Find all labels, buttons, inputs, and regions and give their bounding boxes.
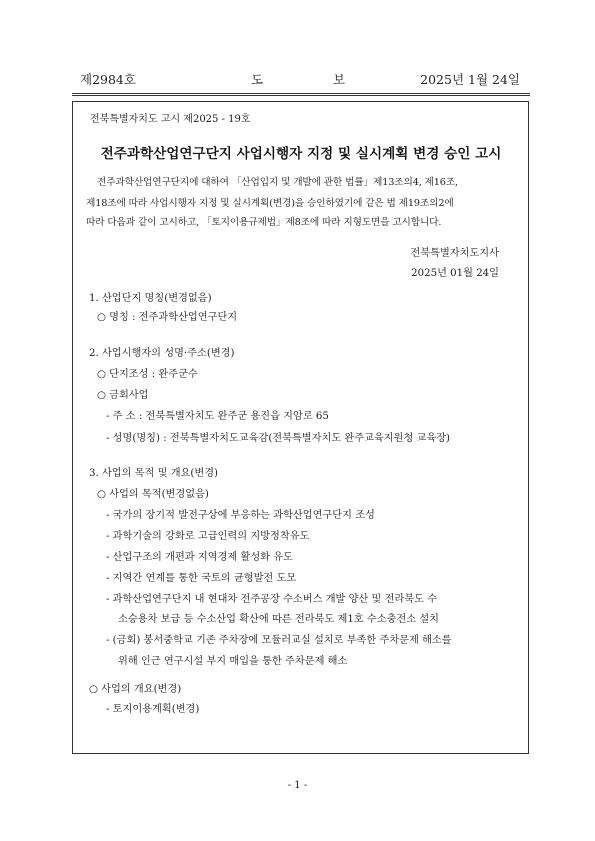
notice-issue-date: 2025년 01월 24일 [411,268,499,279]
list-item: - 지역간 연계를 통한 국토의 균형발전 도모 [106,573,297,584]
list-item: - 과학산업연구단지 내 현대차 전주공장 수소버스 개발 양산 및 전라북도 수 [106,594,438,605]
subsection-heading: ○ 사업의 목적(변경없음) [97,489,209,500]
section-heading: 3. 사업의 목적 및 개요(변경) [89,468,219,479]
list-item: - 국가의 장기적 발전구상에 부응하는 과학산업연구단지 조성 [106,510,375,521]
list-item: - 토지이용계획(변경) [106,704,200,715]
section-item: ○ 금회사업 [97,390,149,401]
header-divider [72,93,530,96]
gazette-title-char-2: 보 [333,72,346,87]
issuer-name: 전북특별자치도지사 [410,248,499,259]
body-line: 제18조에 따라 사업시행자 지정 및 실시계획(변경)을 승인하였기에 같은 법 제19조의2에 [86,198,454,209]
body-line: 따라 다음과 같이 고시하고, 「토지이용규제법」제8조에 따라 지형도면을 고시합니다. [86,217,442,228]
gazette-header [80,70,520,90]
section-item: - 성명(명칭) : 전북특별자치도교육감(전북특별자치도 완주교육지원청 교육장) [106,433,451,444]
issue-number: 제2984호 [80,72,136,87]
notice-title: 전주과학산업연구단지 사업시행자 지정 및 실시계획 변경 승인 고시 [100,146,502,162]
list-item: - 산업구조의 개편과 지역경제 활성화 유도 [106,552,293,563]
section-item: ○ 명칭 : 전주과학산업연구단지 [97,312,238,323]
section-heading: 2. 사업시행자의 성명·주소(변경) [89,348,235,359]
gazette-title-char-1: 도 [251,72,264,87]
notice-number: 전북특별자치도 고시 제2025 - 19호 [90,114,251,125]
section-item: ○ 단지조성 : 완주군수 [97,369,198,380]
page-number: - 1 - [287,780,308,791]
list-item: - 과학기술의 강화로 고급인력의 지방정착유도 [106,531,310,542]
section-item: - 주 소 : 전북특별자치도 완주군 용진읍 지암로 65 [106,411,329,422]
subsection-heading: ○ 사업의 개요(변경) [89,684,182,695]
body-line: 전주과학산업연구단지에 대하여 「산업입지 및 개발에 관한 법률」제13조의4, 제16조, [97,177,458,188]
issue-date: 2025년 1월 24일 [420,72,520,87]
list-item: - (금회) 봉서중학교 기존 주차장에 모듈러교실 설치로 부족한 주차문제 해소를 [106,635,452,646]
section-heading: 1. 산업단지 명칭(변경없음) [89,293,212,304]
list-item-continuation: 소승용차 보급 등 수소산업 확산에 따른 전라북도 제1호 수소충전소 설치 [118,614,440,625]
list-item-continuation: 위해 인근 연구시설 부지 매입을 통한 주차문제 해소 [118,656,348,667]
